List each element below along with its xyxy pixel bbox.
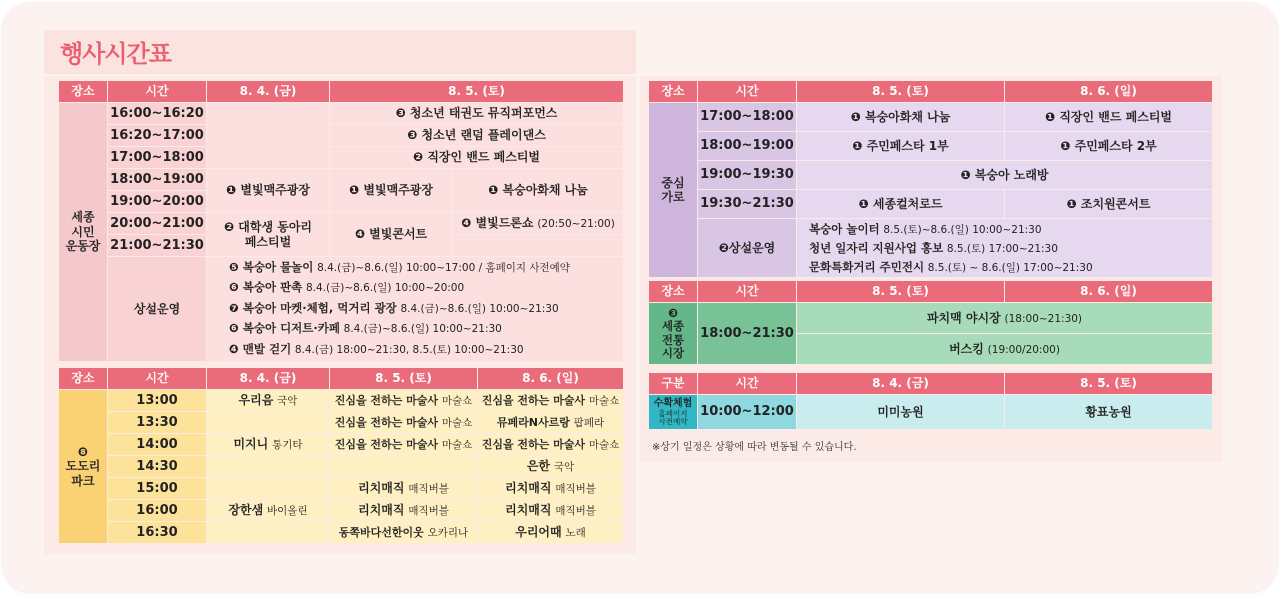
event-name: ❹ 별빛드론쇼 (461, 216, 534, 231)
event-cell (207, 522, 329, 543)
item-detail: 8.4.(금)~8.6.(일) 10:00~21:30 (343, 323, 502, 336)
time-cell: 19:30~21:30 (698, 190, 796, 218)
event-cell: ❶ 세종컬처로드 (797, 190, 1004, 218)
performer: 동쪽바다선한이웃 (338, 526, 424, 540)
header-aug4: 8. 4. (금) (207, 368, 329, 389)
event-cell: ❸ 청소년 태권도 뮤직퍼포먼스 (330, 103, 623, 124)
performer: 장한샘 (228, 503, 264, 518)
event-name: 파치맥 야시장 (926, 310, 1001, 325)
genre: 매직버블 (408, 505, 449, 518)
event-cell: ❶ 주민페스타 1부 (797, 132, 1004, 160)
item-detail: 8.5.(토) ~ 8.6.(일) 17:00~21:30 (927, 261, 1093, 274)
header-place: 장소 (59, 81, 107, 102)
header-place: 장소 (649, 81, 697, 102)
event-name: 버스킹 (949, 341, 984, 356)
list-item (809, 258, 1212, 277)
item-name: 문화특화거리 주민전시 (809, 259, 925, 274)
item-name: ❻ 복숭아 디저트·카페 (229, 321, 340, 336)
header-time: 시간 (698, 373, 796, 394)
harvest-label: 수확체험 (653, 397, 693, 409)
page-title: 행사시간표 (60, 40, 171, 68)
sejong-plaza-table (58, 80, 624, 362)
performer: 우리어때 (515, 525, 562, 540)
event-cell: ❶ 별빛맥주광장 (207, 169, 329, 212)
event-cell (207, 456, 329, 477)
genre: 매직버블 (555, 505, 596, 518)
header-aug4: 8. 4. (금) (207, 81, 329, 102)
genre: 국악 (277, 395, 298, 408)
event-cell (478, 522, 623, 543)
event-cell: ❹ 별빛콘서트 (330, 213, 452, 256)
genre: 팝페라 (573, 417, 605, 430)
event-cell (453, 213, 623, 234)
performer: 리치매직 (358, 503, 405, 518)
central-street-table (648, 80, 1213, 278)
time-cell: 17:00~18:00 (108, 147, 206, 168)
performer: 진심을 전하는 마술사 (334, 416, 439, 430)
header-aug6: 8. 6. (일) (1005, 281, 1212, 302)
event-cell: ❶ 직장인 밴드 페스티벌 (1005, 103, 1212, 131)
item-detail: 8.4.(금)~8.6.(일) 10:00~17:00 / 홈페이지 사전예약 (317, 261, 570, 274)
list-item (809, 239, 1212, 258)
performer: 미지니 (233, 437, 269, 452)
event-cell (478, 390, 623, 411)
performer: 뮤페라N사르랑 (496, 416, 570, 430)
genre: 마술쇼 (441, 439, 473, 452)
list-item (229, 319, 623, 340)
genre: 매직버블 (408, 483, 449, 496)
list-item (229, 340, 623, 361)
event-cell (330, 434, 477, 455)
header-category: 구분 (649, 373, 697, 394)
list-item (809, 220, 1212, 239)
empty-cell (207, 103, 329, 168)
time-cell: 20:00~21:00 (108, 213, 206, 234)
list-item (229, 258, 623, 279)
event-cell (478, 412, 623, 433)
time-cell: 10:00~12:00 (698, 395, 796, 429)
traditional-market-table (648, 280, 1213, 365)
event-cell: ❶ 조치원콘서트 (1005, 190, 1212, 218)
genre: 마술쇼 (588, 395, 620, 408)
genre: 바이올린 (267, 505, 308, 518)
item-name: 청년 일자리 지원사업 홍보 (809, 240, 944, 255)
genre: 마술쇼 (441, 417, 473, 430)
event-cell: ❶ 복숭아 노래방 (797, 161, 1212, 189)
event-cell (330, 456, 477, 477)
performer: 리치매직 (358, 481, 405, 496)
performer: 진심을 전하는 마술사 (334, 438, 439, 452)
performer: 진심을 전하는 마술사 (481, 394, 586, 408)
harvest-label-cell (649, 395, 697, 429)
event-cell: ❶ 별빛맥주광장 (330, 169, 452, 212)
time-cell: 19:00~19:30 (698, 161, 796, 189)
event-cell: ❶ 주민페스타 2부 (1005, 132, 1212, 160)
event-cell: ❸ 청소년 랜덤 플레이댄스 (330, 125, 623, 146)
location-traditional-market: ❸ 세종 전통 시장 (649, 303, 697, 364)
item-detail: 8.4.(금)~8.6.(일) 10:00~21:30 (400, 302, 559, 315)
item-detail: 8.5.(토)~8.6.(일) 10:00~21:30 (883, 223, 1042, 236)
item-detail: 8.4.(금) 18:00~21:30, 8.5.(토) 10:00~21:30 (294, 343, 524, 356)
dodori-park-table (58, 367, 624, 544)
schedule-note: ※상기 일정은 상황에 따라 변동될 수 있습니다. (652, 442, 857, 453)
header-aug4: 8. 4. (금) (797, 373, 1004, 394)
permanent-label: ❷상설운영 (698, 219, 796, 277)
genre: 통기타 (272, 439, 303, 452)
performer: 은한 (526, 459, 551, 474)
event-cell (207, 478, 329, 499)
location-dodori-park: ❽ 도도리 파크 (59, 390, 107, 543)
permanent-list (797, 219, 1212, 277)
header-place: 장소 (59, 368, 107, 389)
time-cell: 19:00~20:00 (108, 191, 206, 212)
event-cell: ❶ 복숭아화채 나눔 (797, 103, 1004, 131)
time-cell: 14:00 (108, 434, 206, 455)
list-item (229, 278, 623, 299)
event-cell (797, 303, 1212, 333)
header-aug6: 8. 6. (일) (1005, 81, 1212, 102)
permanent-label: 상설운영 (108, 257, 206, 361)
time-cell: 18:00~19:00 (108, 169, 206, 190)
header-place: 장소 (649, 281, 697, 302)
item-name: ❻ 복숭아 판촉 (229, 280, 303, 295)
header-aug6: 8. 6. (일) (478, 368, 623, 389)
event-cell: 황표농원 (1005, 395, 1212, 429)
event-cell (330, 522, 477, 543)
performer: 리치매직 (505, 503, 552, 518)
header-aug5: 8. 5. (토) (797, 281, 1004, 302)
genre: 마술쇼 (588, 439, 620, 452)
event-cell (478, 456, 623, 477)
event-cell (478, 500, 623, 521)
header-aug5: 8. 5. (토) (330, 81, 623, 102)
performer: 진심을 전하는 마술사 (334, 394, 439, 408)
header-time: 시간 (698, 81, 796, 102)
empty-cell (453, 235, 623, 256)
time-cell: 15:00 (108, 478, 206, 499)
event-cell (797, 334, 1212, 364)
performer: 우리음 (238, 393, 274, 408)
event-time: (20:50~21:00) (537, 218, 615, 231)
genre: 오카리나 (427, 527, 469, 540)
item-name: ❹ 맨발 걷기 (229, 341, 292, 356)
harvest-sub: 홈페이지 사전예약 (658, 408, 688, 426)
header-time: 시간 (698, 281, 796, 302)
time-cell: 18:00~19:00 (698, 132, 796, 160)
time-cell: 21:00~21:30 (108, 235, 206, 256)
event-time: (19:00/20:00) (987, 343, 1060, 356)
time-cell: 16:00 (108, 500, 206, 521)
item-name: ❺ 복숭아 물놀이 (229, 259, 314, 274)
location-sejong-plaza: 세종 시민 운동장 (59, 103, 107, 361)
permanent-list (207, 257, 623, 361)
genre: 노래 (565, 527, 586, 540)
location-central-street: 중심 가로 (649, 103, 697, 277)
performer: 리치매직 (505, 481, 552, 496)
time-cell: 16:30 (108, 522, 206, 543)
event-cell: ❷ 직장인 밴드 페스티벌 (330, 147, 623, 168)
event-cell (330, 412, 477, 433)
time-cell: 14:30 (108, 456, 206, 477)
time-cell: 13:00 (108, 390, 206, 411)
event-cell: ❷ 대학생 동아리 페스티벌 (207, 213, 329, 256)
event-cell (330, 500, 477, 521)
genre: 마술쇼 (441, 395, 473, 408)
event-cell (478, 434, 623, 455)
harvest-table (648, 372, 1213, 430)
time-cell: 18:00~21:30 (698, 303, 796, 364)
header-aug5: 8. 5. (토) (1005, 373, 1212, 394)
performer: 진심을 전하는 마술사 (481, 438, 586, 452)
time-cell: 16:00~16:20 (108, 103, 206, 124)
event-cell (330, 390, 477, 411)
header-time: 시간 (108, 81, 206, 102)
event-cell (207, 500, 329, 521)
event-time: (18:00~21:30) (1004, 312, 1083, 325)
event-cell (330, 478, 477, 499)
header-aug5: 8. 5. (토) (330, 368, 477, 389)
time-cell: 17:00~18:00 (698, 103, 796, 131)
time-cell: 16:20~17:00 (108, 125, 206, 146)
event-cell (207, 390, 329, 411)
genre: 국악 (553, 461, 575, 474)
header-aug5: 8. 5. (토) (797, 81, 1004, 102)
genre: 매직버블 (555, 483, 596, 496)
item-detail: 8.5.(토) 17:00~21:30 (946, 242, 1058, 255)
header-time: 시간 (108, 368, 206, 389)
event-cell (207, 434, 329, 455)
list-item (229, 299, 623, 320)
event-cell: ❶ 복숭아화채 나눔 (453, 169, 623, 212)
item-name: ❼ 복숭아 마켓·체험, 먹거리 광장 (229, 300, 397, 315)
time-cell: 13:30 (108, 412, 206, 433)
event-cell (478, 478, 623, 499)
item-detail: 8.4.(금)~8.6.(일) 10:00~20:00 (305, 282, 465, 295)
event-cell (207, 412, 329, 433)
event-cell: 미미농원 (797, 395, 1004, 429)
item-name: 복숭아 놀이터 (809, 221, 880, 236)
